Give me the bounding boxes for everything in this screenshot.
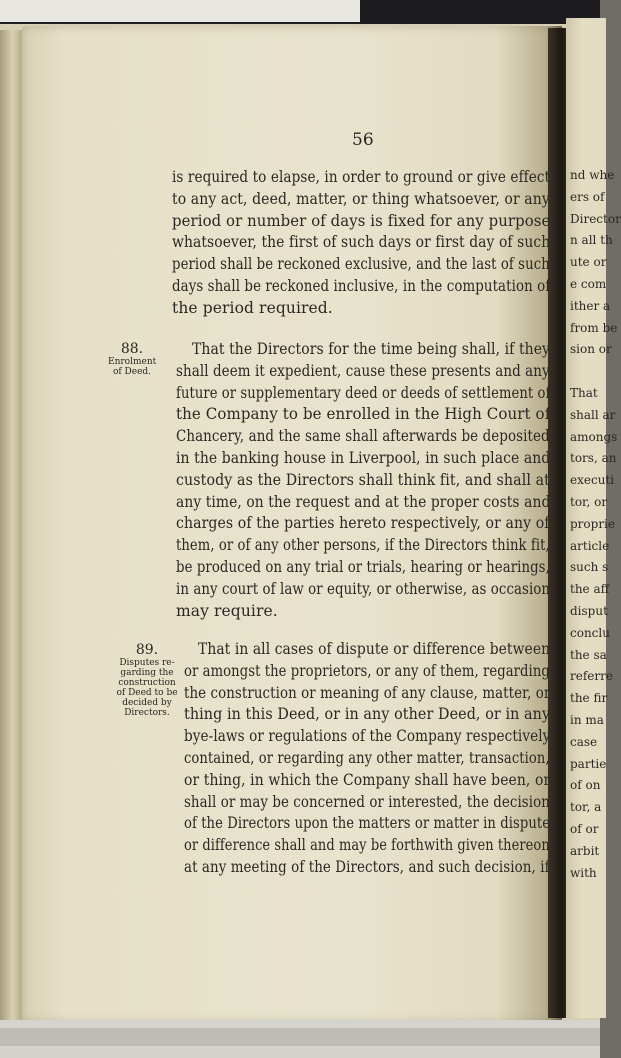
section-89-sidenote-line: garding the [120, 668, 174, 678]
right-page-text-fragment: partie [570, 756, 607, 771]
section-89-sidenote-line: of Deed to be [116, 688, 178, 698]
section-89-sidenote-line: Disputes re- [119, 658, 175, 668]
right-page-text-fragment: the aff [570, 582, 610, 597]
text-line: to any act, deed, matter, or thing whatsoever, or any [172, 189, 550, 208]
text-line: the period required. [172, 298, 333, 317]
text-line: thing in this Deed, or in any other Deed, or in any [184, 705, 551, 724]
text-line: any time, on the request and at the proper costs and [176, 492, 551, 511]
right-page-text-fragment: of on [570, 778, 601, 793]
page-right-fragment [566, 18, 621, 1018]
section-88-sidenote-line: of Deed. [112, 367, 152, 377]
text-line: Chancery, and the same shall afterwards be deposited [176, 427, 550, 446]
right-page-text-fragment: Director [570, 211, 621, 226]
section-89-sidenote-line: Directors. [124, 708, 170, 718]
right-page-text-fragment: article [570, 538, 610, 553]
text-line: the Company to be enrolled in the High Court of [176, 405, 551, 424]
right-page-text-fragment: in ma [570, 713, 604, 727]
text-line: or difference shall and may be forthwith given thereon [184, 836, 550, 855]
right-page-text-fragment: sion or [570, 342, 612, 357]
section-88-margin [108, 341, 156, 377]
right-page-text-fragment: from be [570, 320, 618, 335]
text-line: or thing, in which the Company shall have been, or [184, 770, 551, 789]
text-line: or amongst the proprietors, or any of them, regarding [184, 661, 550, 680]
text-line: custody as the Directors shall think fit, and shall at [176, 470, 550, 489]
text-line: future or supplementary deed or deeds of settlement of [176, 383, 551, 402]
text-line: period or number of days is fixed for any purpose [172, 211, 551, 230]
right-page-text-fragment: with [570, 865, 597, 880]
right-page-text-fragment: tor, or [570, 495, 608, 509]
text-line: That in all cases of dispute or difference between [198, 640, 551, 658]
text-line: may require. [176, 601, 278, 620]
text-line: That the Directors for the time being shall, if they [192, 340, 551, 358]
text-line: shall deem it expedient, cause these presents and any [176, 361, 550, 380]
right-page-text-fragment: of or [570, 822, 599, 836]
right-page-text-fragment: ither a [570, 298, 611, 313]
text-line: bye-laws or regulations of the Company respectively [184, 727, 551, 746]
section-89-sidenote-line: construction [118, 678, 176, 688]
text-line: period shall be reckoned exclusive, and the last of such [172, 255, 550, 274]
text-line: of the Directors upon the matters or matter in dispute [184, 814, 551, 833]
right-page-text-fragment: amongs [570, 429, 618, 444]
section-88-number: 88. [120, 341, 144, 357]
scan-bottom-background [0, 1020, 600, 1058]
right-page-text-fragment: That [570, 386, 598, 400]
right-page-text-fragment: the sa [570, 647, 607, 662]
right-page-text-fragment: conclu [570, 625, 610, 640]
text-line: in the banking house in Liverpool, in such place and [176, 449, 551, 467]
text-line: be produced on any trial or trials, hearing or hearings, [176, 558, 550, 576]
section-89-sidenote-line: decided by [122, 698, 172, 708]
right-page-text-fragment: ers of [570, 189, 605, 204]
text-line: whatsoever, the first of such days or first day of such [172, 233, 551, 252]
text-line: at any meeting of the Directors, and such decision, if [184, 858, 550, 876]
right-page-text-fragment: tor, a [570, 800, 602, 815]
text-line: the construction or meaning of any clause, matter, or [184, 683, 551, 702]
text-line: in any court of law or equity, or otherwise, as occasion [176, 579, 551, 598]
scan-paper-fragment [0, 0, 360, 22]
section-88-sidenote-line: Enrolment [108, 357, 157, 367]
section-89-number: 89. [135, 642, 159, 658]
text-line: charges of the parties hereto respectively, or any of [176, 514, 550, 533]
right-page-text-fragment: executi [570, 473, 615, 488]
right-page-text-fragment: case [570, 734, 598, 749]
page-number: 56 [352, 130, 374, 150]
text-line: is required to elapse, in order to ground or give effect [172, 168, 551, 186]
right-page-text-fragment: such s [570, 560, 609, 575]
right-page-text-fragment: referre [570, 669, 613, 684]
right-page-text-fragment: arbit [570, 843, 600, 858]
text-line: contained, or regarding any other matter, transaction, [184, 749, 550, 767]
text-line: shall or may be concerned or interested, the decision [184, 792, 550, 811]
right-page-text-fragment: shall ar [570, 407, 616, 422]
text-line: them, or of any other persons, if the Directors think fit, [176, 536, 550, 555]
right-page-text-fragment: disput [570, 604, 608, 618]
right-page-text-fragment: nd whe [570, 168, 615, 182]
right-page-text-fragment: tors, an [570, 451, 617, 466]
text-line: days shall be reckoned inclusive, in the computation of [172, 277, 551, 295]
right-page-text-fragment: ute or [570, 255, 607, 270]
right-page-text-fragment: proprie [570, 516, 615, 531]
right-page-text-fragment: e com [570, 277, 607, 291]
right-page-text-fragment: n all th [570, 233, 613, 248]
right-page-text-fragment: the fir [570, 691, 608, 706]
section-89-margin [114, 642, 180, 718]
